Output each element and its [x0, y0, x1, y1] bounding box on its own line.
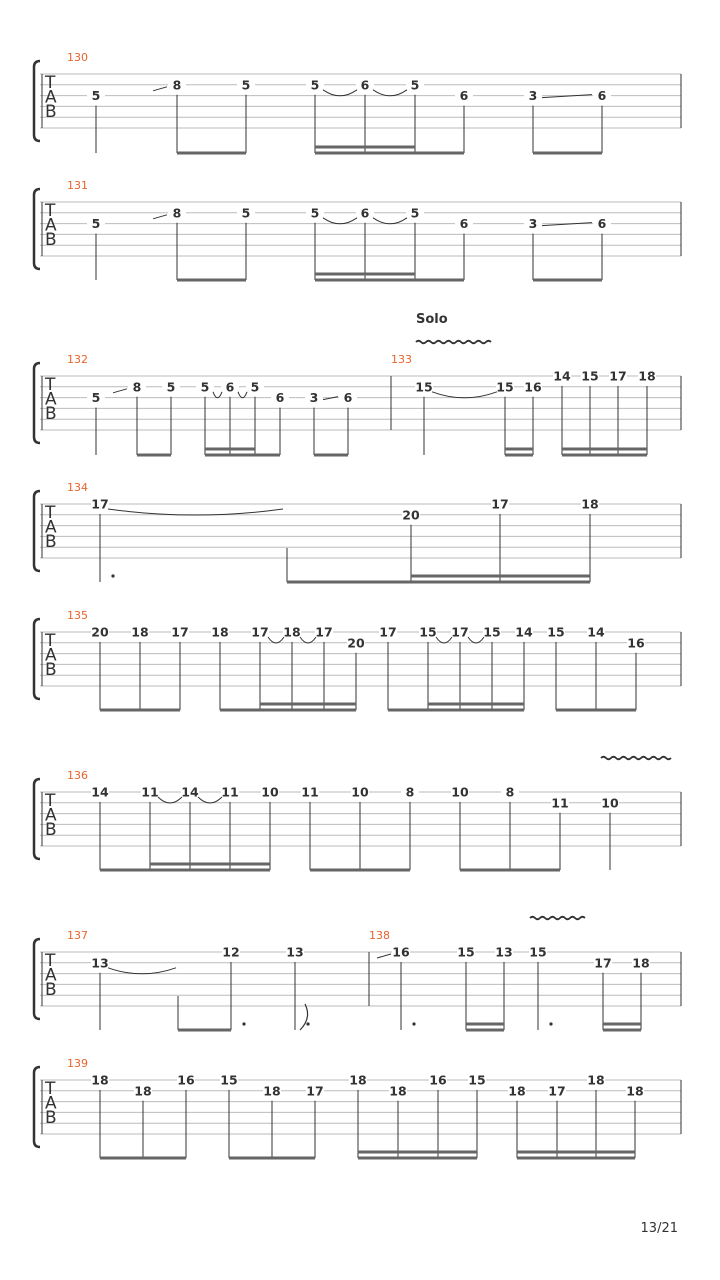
vibrato-icon — [530, 917, 585, 920]
fret-number: 17 — [491, 496, 509, 512]
slide — [153, 87, 167, 91]
fret-number: 8 — [505, 784, 515, 800]
fret-number: 15 — [220, 1072, 238, 1088]
fret-number: 15 — [496, 379, 514, 395]
fret-number: 5 — [410, 205, 420, 221]
tie — [300, 637, 316, 643]
bend-mark — [300, 1004, 308, 1030]
fret-number: 18 — [131, 624, 149, 640]
tab-system — [34, 769, 681, 870]
fret-number: 10 — [451, 784, 469, 800]
fret-number: 18 — [389, 1083, 407, 1099]
tab-clef-letter: T — [45, 1079, 56, 1099]
fret-number: 16 — [429, 1072, 447, 1088]
fret-number: 5 — [310, 77, 320, 93]
tie — [373, 90, 407, 96]
fret-number: 15 — [468, 1072, 486, 1088]
tab-clef-letter: A — [45, 87, 57, 108]
fret-number: 17 — [251, 624, 269, 640]
fret-number: 5 — [91, 88, 101, 104]
page-number: 13/21 — [640, 1221, 678, 1236]
tie — [108, 509, 283, 515]
fret-number: 10 — [261, 784, 279, 800]
fret-number: 18 — [349, 1072, 367, 1088]
slide — [377, 954, 391, 958]
tie — [238, 392, 247, 398]
measure-number: 131 — [67, 179, 88, 192]
fret-number: 5 — [200, 379, 210, 395]
fret-number: 17 — [379, 624, 397, 640]
tab-clef-letter: B — [45, 1108, 57, 1128]
fret-number: 11 — [301, 784, 319, 800]
fret-number: 18 — [626, 1083, 644, 1099]
fret-number: 5 — [410, 77, 420, 93]
measure-number: 135 — [67, 609, 88, 622]
system-bracket — [34, 363, 40, 443]
fret-number: 5 — [241, 205, 251, 221]
tie — [198, 797, 222, 803]
fret-number: 14 — [515, 624, 533, 640]
fret-number: 20 — [402, 507, 420, 523]
tab-system — [34, 609, 681, 710]
fret-number: 6 — [459, 88, 469, 104]
tab-clef-letter: T — [45, 631, 56, 651]
fret-number: 15 — [547, 624, 565, 640]
measure-number: 136 — [67, 769, 88, 782]
slide — [153, 215, 167, 219]
tab-clef-letter: A — [45, 517, 57, 538]
tab-clef-letter: B — [45, 404, 57, 424]
system-bracket — [34, 189, 40, 269]
fret-number: 14 — [553, 368, 571, 384]
tab-clef-letter: T — [45, 73, 56, 93]
tab-clef-letter: B — [45, 660, 57, 680]
fret-number: 15 — [483, 624, 501, 640]
measure-number: 137 — [67, 929, 88, 942]
fret-number: 16 — [392, 944, 410, 960]
fret-number: 5 — [241, 77, 251, 93]
dot — [306, 1022, 309, 1025]
fret-number: 8 — [172, 205, 182, 221]
tab-system — [34, 353, 681, 455]
fret-number: 15 — [415, 379, 433, 395]
system-bracket — [34, 779, 40, 859]
tab-clef-letter: A — [45, 965, 57, 986]
fret-number: 18 — [508, 1083, 526, 1099]
fret-number: 10 — [351, 784, 369, 800]
fret-number: 14 — [91, 784, 109, 800]
tab-system — [34, 51, 681, 153]
tie — [213, 392, 222, 398]
fret-number: 15 — [457, 944, 475, 960]
tab-clef-letter: T — [45, 201, 56, 221]
fret-number: 10 — [601, 795, 619, 811]
fret-number: 6 — [360, 77, 370, 93]
tab-clef-letter: B — [45, 980, 57, 1000]
fret-number: 18 — [283, 624, 301, 640]
solo-label: Solo — [416, 312, 448, 327]
fret-number: 11 — [141, 784, 159, 800]
tab-clef-letter: T — [45, 951, 56, 971]
fret-number: 6 — [225, 379, 235, 395]
tie — [268, 637, 284, 643]
fret-number: 6 — [459, 216, 469, 232]
fret-number: 6 — [597, 216, 607, 232]
fret-number: 18 — [581, 496, 599, 512]
tie — [323, 90, 357, 96]
fret-number: 18 — [263, 1083, 281, 1099]
system-bracket — [34, 61, 40, 141]
measure-number: 138 — [369, 929, 390, 942]
fret-number: 8 — [172, 77, 182, 93]
measure-number: 133 — [391, 353, 412, 366]
measure-number: 132 — [67, 353, 88, 366]
tab-clef-letter: B — [45, 230, 57, 250]
fret-number: 12 — [222, 944, 240, 960]
fret-number: 13 — [286, 944, 304, 960]
tab-clef-letter: T — [45, 375, 56, 395]
fret-number: 17 — [609, 368, 627, 384]
fret-number: 8 — [132, 379, 142, 395]
system-bracket — [34, 1067, 40, 1147]
tie — [468, 637, 484, 643]
fret-number: 15 — [581, 368, 599, 384]
tab-system — [34, 481, 681, 582]
tab-clef-letter: B — [45, 532, 57, 552]
fret-number: 5 — [166, 379, 176, 395]
tie — [373, 218, 407, 224]
fret-number: 18 — [638, 368, 656, 384]
fret-number: 17 — [91, 496, 109, 512]
dot — [111, 574, 114, 577]
tab-clef-letter: A — [45, 645, 57, 666]
fret-number: 14 — [587, 624, 605, 640]
fret-number: 13 — [495, 944, 513, 960]
tab-system — [34, 1057, 681, 1158]
fret-number: 18 — [632, 955, 650, 971]
fret-number: 8 — [405, 784, 415, 800]
fret-number: 18 — [587, 1072, 605, 1088]
system-bracket — [34, 939, 40, 1019]
fret-number: 17 — [171, 624, 189, 640]
tab-clef-letter: A — [45, 1093, 57, 1114]
fret-number: 15 — [529, 944, 547, 960]
fret-number: 20 — [347, 635, 365, 651]
tie — [436, 637, 452, 643]
tab-clef-letter: B — [45, 102, 57, 122]
fret-number: 17 — [548, 1083, 566, 1099]
fret-number: 5 — [310, 205, 320, 221]
fret-number: 5 — [250, 379, 260, 395]
tab-clef-letter: A — [45, 389, 57, 410]
fret-number: 11 — [551, 795, 569, 811]
vibrato-icon — [416, 341, 491, 344]
tab-clef-letter: B — [45, 820, 57, 840]
fret-number: 6 — [597, 88, 607, 104]
tie — [158, 797, 182, 803]
slide — [113, 389, 127, 393]
fret-number: 6 — [275, 390, 285, 406]
tab-system — [34, 179, 681, 280]
tab-clef-letter: T — [45, 503, 56, 523]
fret-number: 11 — [221, 784, 239, 800]
vibrato-icon — [601, 757, 671, 760]
fret-number: 18 — [91, 1072, 109, 1088]
tab-clef-letter: A — [45, 215, 57, 236]
fret-number: 16 — [177, 1072, 195, 1088]
fret-number: 18 — [134, 1083, 152, 1099]
fret-number: 3 — [309, 390, 319, 406]
fret-number: 16 — [524, 379, 542, 395]
dot — [549, 1022, 552, 1025]
measure-number: 130 — [67, 51, 88, 64]
fret-number: 3 — [528, 216, 538, 232]
tie — [432, 392, 497, 398]
tab-clef-letter: A — [45, 805, 57, 826]
system-bracket — [34, 619, 40, 699]
tab-clef-letter: T — [45, 791, 56, 811]
fret-number: 17 — [451, 624, 469, 640]
fret-number: 14 — [181, 784, 199, 800]
fret-number: 6 — [360, 205, 370, 221]
dot — [412, 1022, 415, 1025]
fret-number: 18 — [211, 624, 229, 640]
system-bracket — [34, 491, 40, 571]
fret-number: 3 — [528, 88, 538, 104]
fret-number: 16 — [627, 635, 645, 651]
fret-number: 15 — [419, 624, 437, 640]
tie — [323, 218, 357, 224]
tab-system — [34, 929, 681, 1030]
fret-number: 6 — [343, 390, 353, 406]
measure-number: 134 — [67, 481, 88, 494]
dot — [242, 1022, 245, 1025]
measure-number: 139 — [67, 1057, 88, 1070]
fret-number: 17 — [315, 624, 333, 640]
tie — [108, 968, 176, 974]
fret-number: 17 — [306, 1083, 324, 1099]
fret-number: 5 — [91, 390, 101, 406]
fret-number: 20 — [91, 624, 109, 640]
fret-number: 17 — [594, 955, 612, 971]
fret-number: 13 — [91, 955, 109, 971]
fret-number: 5 — [91, 216, 101, 232]
